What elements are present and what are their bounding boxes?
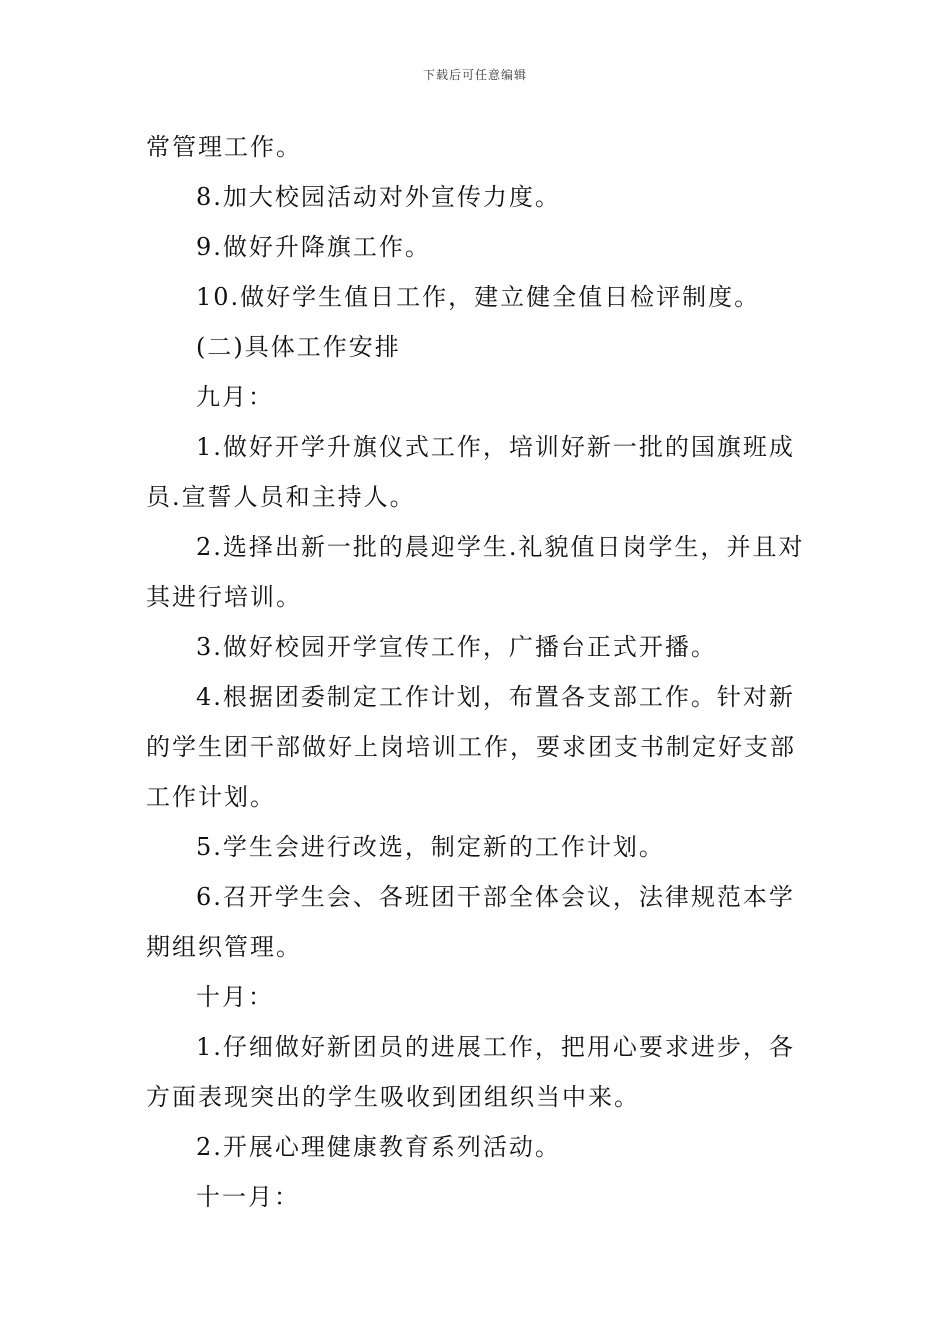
paragraph: 5.学生会进行改选，制定新的工作计划。 xyxy=(196,833,665,861)
paragraph: 2.开展心理健康教育系列活动。 xyxy=(196,1133,561,1161)
paragraph: 10.做好学生值日工作，建立健全值日检评制度。 xyxy=(196,283,761,311)
paragraph: 1.仔细做好新团员的进展工作，把用心要求进步，各方面表现突出的学生吸收到团组织当中来。 xyxy=(146,1033,795,1111)
page-header: 下载后可任意编辑 xyxy=(422,68,527,82)
paragraph: 8.加大校园活动对外宣传力度。 xyxy=(196,183,561,211)
paragraph: 3.做好校园开学宣传工作，广播台正式开播。 xyxy=(196,633,717,661)
paragraph: 9.做好升降旗工作。 xyxy=(196,233,431,261)
section-heading: (二)具体工作安排 xyxy=(196,333,401,361)
paragraph: 4.根据团委制定工作计划，布置各支部工作。针对新的学生团干部做好上岗培训工作，要求团支书制定好支部工作计划。 xyxy=(146,683,796,811)
paragraph: 2.选择出新一批的晨迎学生.礼貌值日岗学生，并且对其进行培训。 xyxy=(146,533,805,611)
paragraph: 6.召开学生会、各班团干部全体会议，法律规范本学期组织管理。 xyxy=(146,883,795,961)
paragraph: 1.做好开学升旗仪式工作，培训好新一批的国旗班成员.宣誓人员和主持人。 xyxy=(146,433,795,511)
paragraph: 常管理工作。 xyxy=(146,133,302,161)
month-heading: 十一月： xyxy=(196,1183,300,1211)
month-heading: 九月： xyxy=(196,383,274,411)
month-heading: 十月： xyxy=(196,983,274,1011)
document-body xyxy=(146,122,806,1222)
